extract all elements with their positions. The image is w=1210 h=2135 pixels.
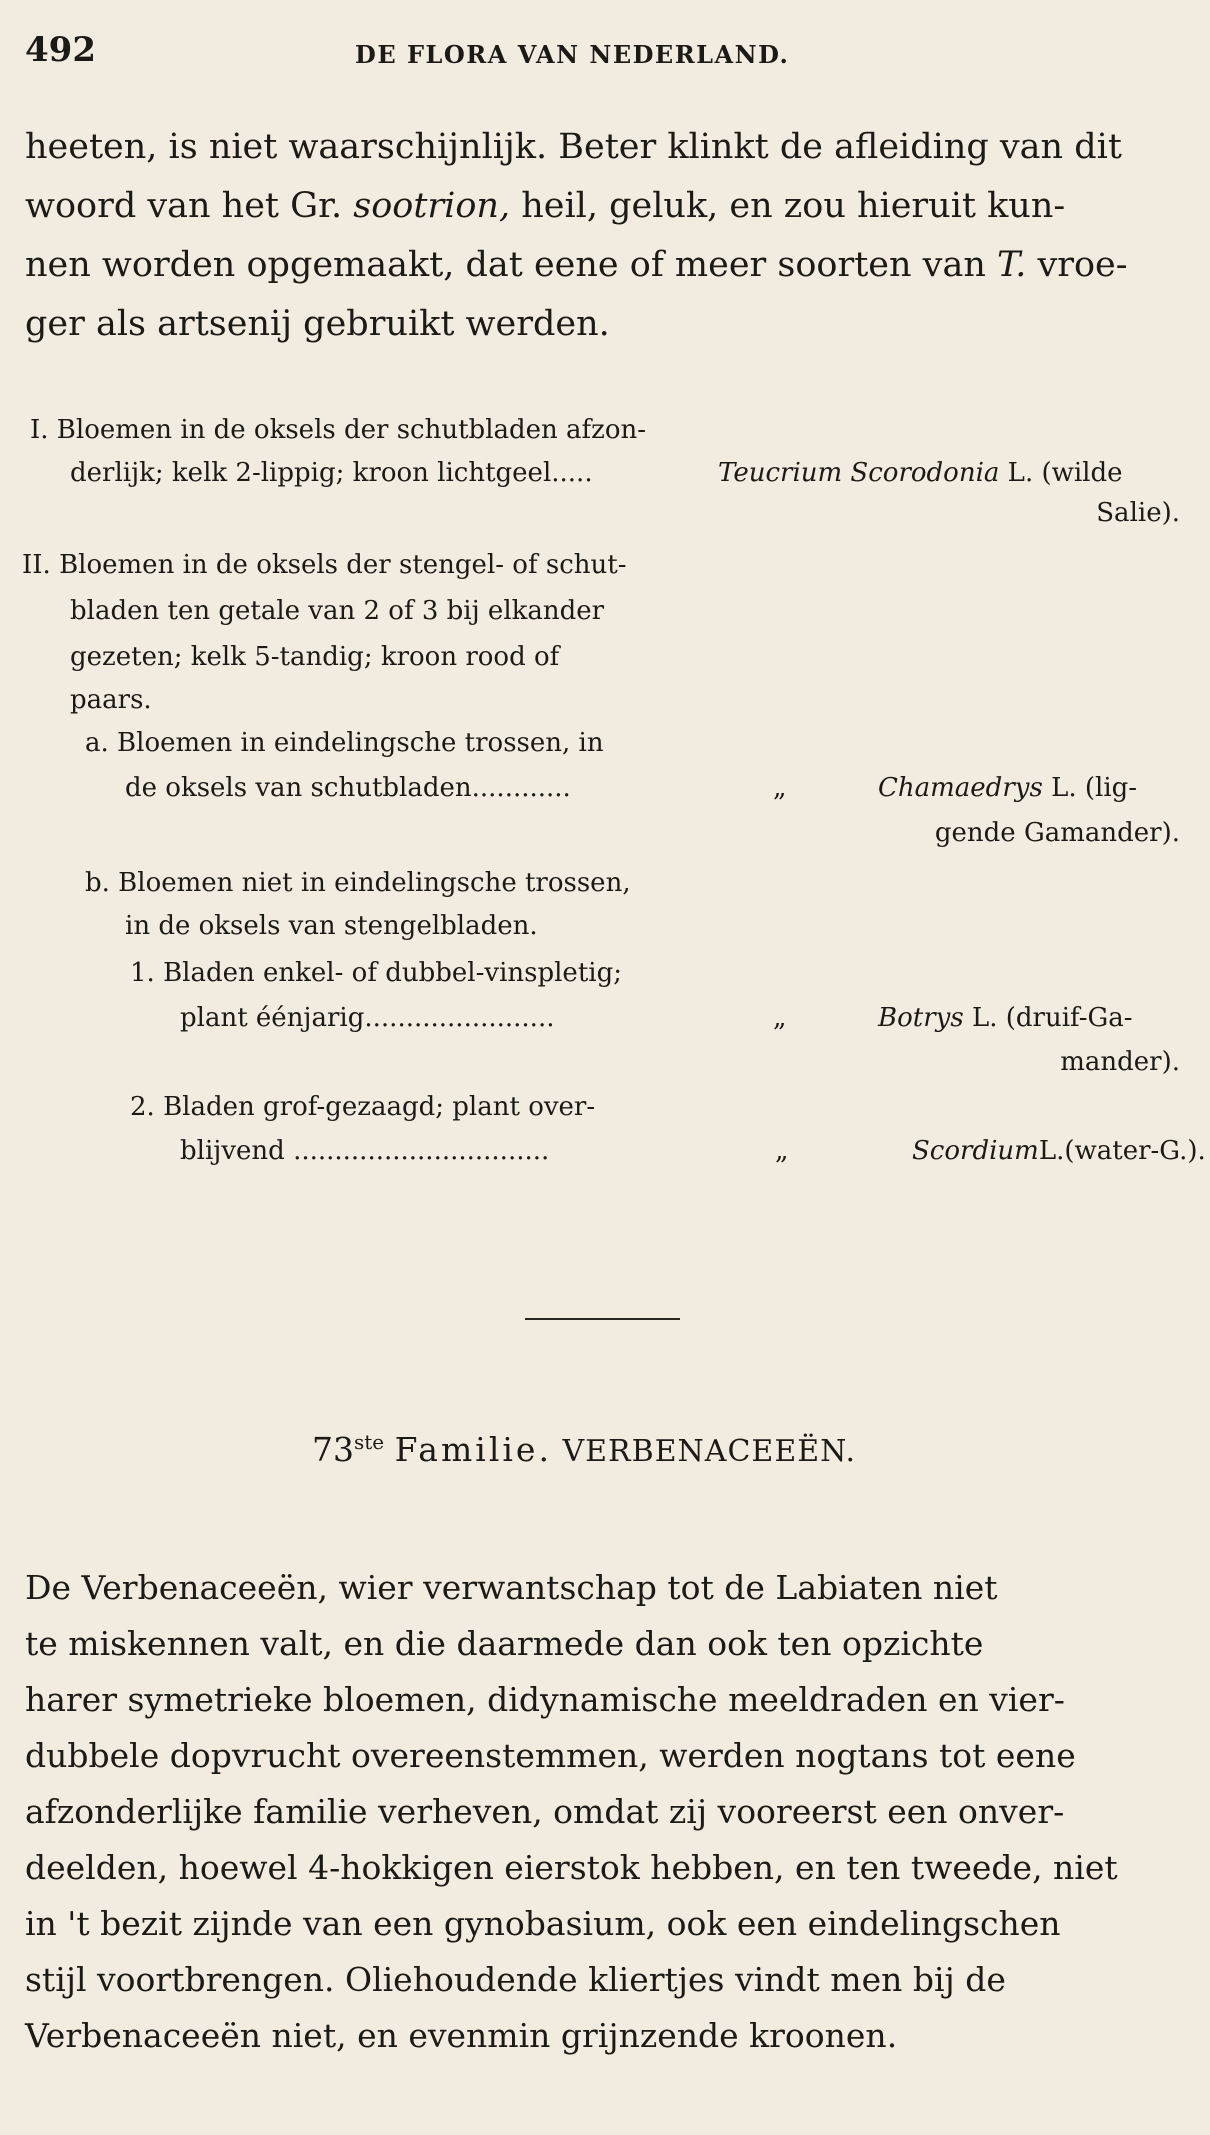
- text-segment: woord van het Gr.: [25, 186, 343, 226]
- section-divider: [525, 1318, 680, 1320]
- text-line: afzonderlijke familie verheven, omdat zij vooreerst een onver-: [25, 1792, 1065, 1831]
- italic-word: sootrion,: [353, 186, 511, 226]
- family-description: [25, 1560, 1185, 2064]
- family-heading: [312, 1430, 856, 1469]
- page-header: [25, 30, 1190, 80]
- ordinal-suffix: ste: [354, 1430, 385, 1454]
- text-segment: nen worden opgemaakt, dat eene of meer soorten van: [25, 245, 986, 285]
- key-line: 1. Bladen enkel- of dubbel-vinspletig;: [130, 958, 622, 988]
- key-line: derlijk; kelk 2-lippig; kroon lichtgeel.....: [70, 458, 593, 488]
- key-line: gezeten; kelk 5-tandig; kroon rood of: [70, 642, 560, 672]
- key-line: blijvend ...............................: [180, 1136, 550, 1166]
- text-line: De Verbenaceeën, wier verwantschap tot de Labiaten niet: [25, 1568, 998, 1607]
- text-line: deelden, hoewel 4-hokkigen eierstok hebben, en ten tweede, niet: [25, 1848, 1118, 1887]
- italic-letter: T.: [997, 245, 1027, 285]
- text-line: [25, 177, 1185, 236]
- species-name: Chamaedrys: [878, 773, 1043, 803]
- text-line: harer symetrieke bloemen, didynamische meeldraden en vier-: [25, 1680, 1065, 1719]
- text-segment: heil, geluk, en zou hieruit kun-: [521, 186, 1066, 226]
- text-segment: vroe-: [1037, 245, 1128, 285]
- key-result: [912, 1136, 1206, 1166]
- key-line: de oksels van schutbladen............: [125, 773, 571, 803]
- text-line: dubbele dopvrucht overeenstemmen, werden nogtans tot eene: [25, 1736, 1076, 1775]
- key-line: in de oksels van stengelbladen.: [125, 911, 538, 941]
- key-line: a. Bloemen in eindelingsche trossen, in: [85, 728, 604, 758]
- key-line: b. Bloemen niet in eindelingsche trossen,: [85, 868, 631, 898]
- key-line: I. Bloemen in de oksels der schutbladen afzon-: [30, 415, 647, 445]
- species-author: L. (lig-: [1051, 773, 1138, 803]
- species-author: L.(water-G.).: [1038, 1136, 1206, 1166]
- species-author: L. (wilde: [1007, 458, 1123, 488]
- text-line: heeten, is niet waarschijnlijk. Beter klinkt de afleiding van dit: [25, 127, 1122, 167]
- ditto-mark: „: [775, 1136, 789, 1166]
- species-name: Scordium: [912, 1136, 1039, 1166]
- family-name: VERBENACEEËN.: [562, 1434, 856, 1469]
- text-line: te miskennen valt, en die daarmede dan ook ten opzichte: [25, 1624, 984, 1663]
- species-name: Botrys: [878, 1003, 964, 1033]
- text-line: [25, 236, 1185, 295]
- family-number: 73: [312, 1430, 354, 1469]
- intro-paragraph: [25, 118, 1185, 354]
- common-name-end: gende Gamander).: [934, 818, 1180, 848]
- key-result: [718, 458, 1123, 488]
- text-line: ger als artsenij gebruikt werden.: [25, 304, 610, 344]
- text-line: in 't bezit zijnde van een gynobasium, ook een eindelingschen: [25, 1904, 1061, 1943]
- key-line: 2. Bladen grof-gezaagd; plant over-: [130, 1092, 596, 1122]
- text-line: stijl voortbrengen. Oliehoudende kliertjes vindt men bij de: [25, 1960, 1006, 1999]
- text-line: Verbenaceeën niet, en evenmin grijnzende kroonen.: [25, 2016, 898, 2055]
- common-name-end: mander).: [1060, 1047, 1180, 1077]
- key-result: [878, 1003, 1133, 1033]
- page-number: 492: [25, 30, 96, 70]
- family-word: Familie.: [394, 1430, 552, 1469]
- common-name-end: Salie).: [1096, 498, 1180, 528]
- ditto-mark: „: [773, 1003, 787, 1033]
- species-author: L. (druif-Ga-: [971, 1003, 1133, 1033]
- key-line: plant éénjarig.......................: [180, 1003, 555, 1033]
- key-line: II. Bloemen in de oksels der stengel- of schut-: [22, 550, 627, 580]
- key-result: [878, 773, 1137, 803]
- key-line: bladen ten getale van 2 of 3 bij elkander: [70, 596, 605, 626]
- ditto-mark: „: [773, 773, 787, 803]
- running-title: DE FLORA VAN NEDERLAND.: [355, 40, 790, 69]
- species-name: Teucrium Scorodonia: [718, 458, 1000, 488]
- key-line: paars.: [70, 685, 152, 715]
